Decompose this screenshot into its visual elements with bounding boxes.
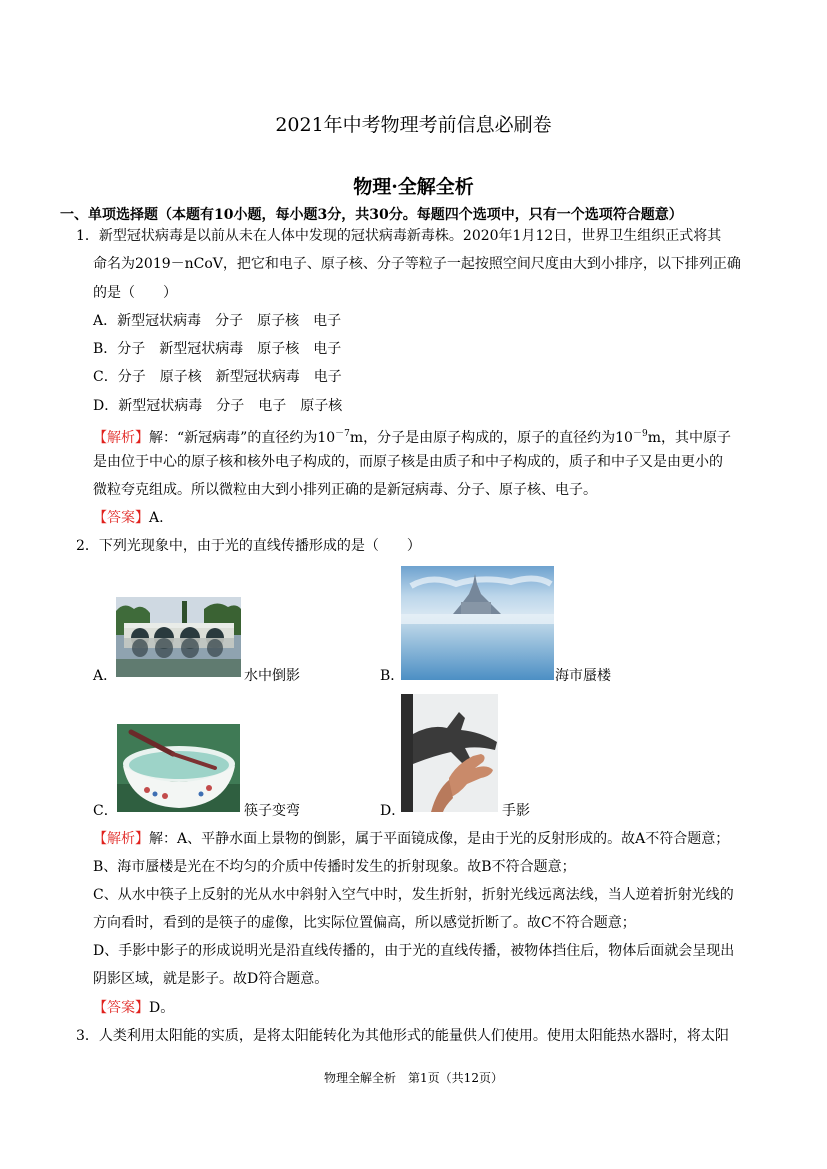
q1-option-d: D．新型冠状病毒 分子 电子 原子核 [93, 398, 343, 414]
q2-analysis-line-2: B、海市蜃楼是光在不均匀的介质中传播时发生的折射现象。故B不符合题意； [93, 859, 576, 875]
q2-analysis-line-6: 阴影区域，就是影子。故D符合题意。 [93, 971, 329, 987]
q2-option-d-label: 手影 [502, 803, 530, 819]
hand-shadow-image [401, 694, 498, 812]
document-title: 2021年中考物理考前信息必刷卷 [275, 114, 552, 136]
q2-answer-line [93, 999, 174, 1017]
q2-option-b-label: 海市蜃楼 [555, 668, 611, 684]
q1-analysis-text-a: 解：“新冠病毒”的直径约为10 [149, 430, 336, 446]
q2-analysis-text-1: 解：A、平静水面上景物的倒影，属于平面镜成像，是由于光的反射形成的。故A不符合题意； [149, 831, 730, 847]
q1-stem-line-3: 的是（ ） [93, 285, 177, 301]
q1-exponent-1: －7 [335, 429, 350, 439]
q1-answer-value: A. [149, 510, 164, 526]
chopstick-bowl-image [117, 724, 240, 812]
q2-answer-value: D。 [149, 1000, 175, 1016]
q2-option-a-letter: A． [93, 668, 118, 684]
q1-analysis-text-c: m，其中原子 [647, 430, 731, 446]
q2-option-d-letter: D． [380, 803, 406, 819]
q1-option-a: A．新型冠状病毒 分子 原子核 电子 [93, 313, 342, 329]
q1-answer-tag: 【答案】 [93, 510, 149, 526]
q1-stem-line-1: 1．新型冠状病毒是以前从未在人体中发现的冠状病毒新毒株。2020年1月12日，世界卫生组织正式将其 [76, 228, 722, 244]
q2-stem: 2．下列光现象中，由于光的直线传播形成的是（ ） [76, 538, 421, 554]
q1-exponent-2: －9 [632, 429, 648, 439]
bridge-reflection-image [116, 597, 241, 677]
q2-analysis-line-4: 方向看时，看到的是筷子的虚像，比实际位置偏高，所以感觉折断了。故C不符合题意； [93, 915, 636, 931]
q2-analysis-line-5: D、手影中影子的形成说明光是沿直线传播的，由于光的直线传播，被物体挡住后，物体后面就会呈现出 [93, 943, 735, 959]
q2-option-c-label: 筷子变弯 [244, 803, 300, 819]
q2-option-a-label: 水中倒影 [244, 668, 300, 684]
q2-analysis-tag: 【解析】 [93, 831, 149, 847]
q2-option-b-letter: B． [380, 668, 405, 684]
q1-analysis-line-2: 是由位于中心的原子核和核外电子构成的，而原子核是由质子和中子构成的，质子和中子又是由更小的 [93, 454, 723, 470]
q1-answer-line [93, 509, 164, 527]
q1-analysis-text-b: m，分子是由原子构成的，原子的直径约为10 [349, 430, 633, 446]
q1-option-c: C．分子 原子核 新型冠状病毒 电子 [93, 369, 342, 385]
section-heading: 一、单项选择题（本题有10小题，每小题3分，共30分。每题四个选项中，只有一个选项符合题意） [60, 207, 683, 223]
q3-stem-line-1: 3．人类利用太阳能的实质，是将太阳能转化为其他形式的能量供人们使用。使用太阳能热水器时，将太阳 [76, 1028, 729, 1044]
q1-analysis-line-1 [93, 425, 731, 447]
page-footer: 物理全解全析 第1页（共12页） [324, 1071, 503, 1085]
q2-answer-tag: 【答案】 [93, 1000, 149, 1016]
q1-stem-line-2: 命名为2019－nCoV，把它和电子、原子核、分子等粒子一起按照空间尺度由大到小排序，以下排列正确 [93, 256, 741, 272]
q2-option-c-letter: C． [93, 803, 118, 819]
q1-option-b: B．分子 新型冠状病毒 原子核 电子 [93, 341, 342, 357]
document-subtitle: 物理·全解全析 [353, 176, 474, 198]
q2-analysis-line-1 [93, 830, 729, 848]
q1-analysis-line-3: 微粒夸克组成。所以微粒由大到小排列正确的是新冠病毒、分子、原子核、电子。 [93, 482, 597, 498]
q1-analysis-tag: 【解析】 [93, 430, 149, 446]
mirage-castle-image [401, 566, 554, 680]
q2-analysis-line-3: C、从水中筷子上反射的光从水中斜射入空气中时，发生折射，折射光线远离法线，当人逆着折射光线的 [93, 887, 734, 903]
